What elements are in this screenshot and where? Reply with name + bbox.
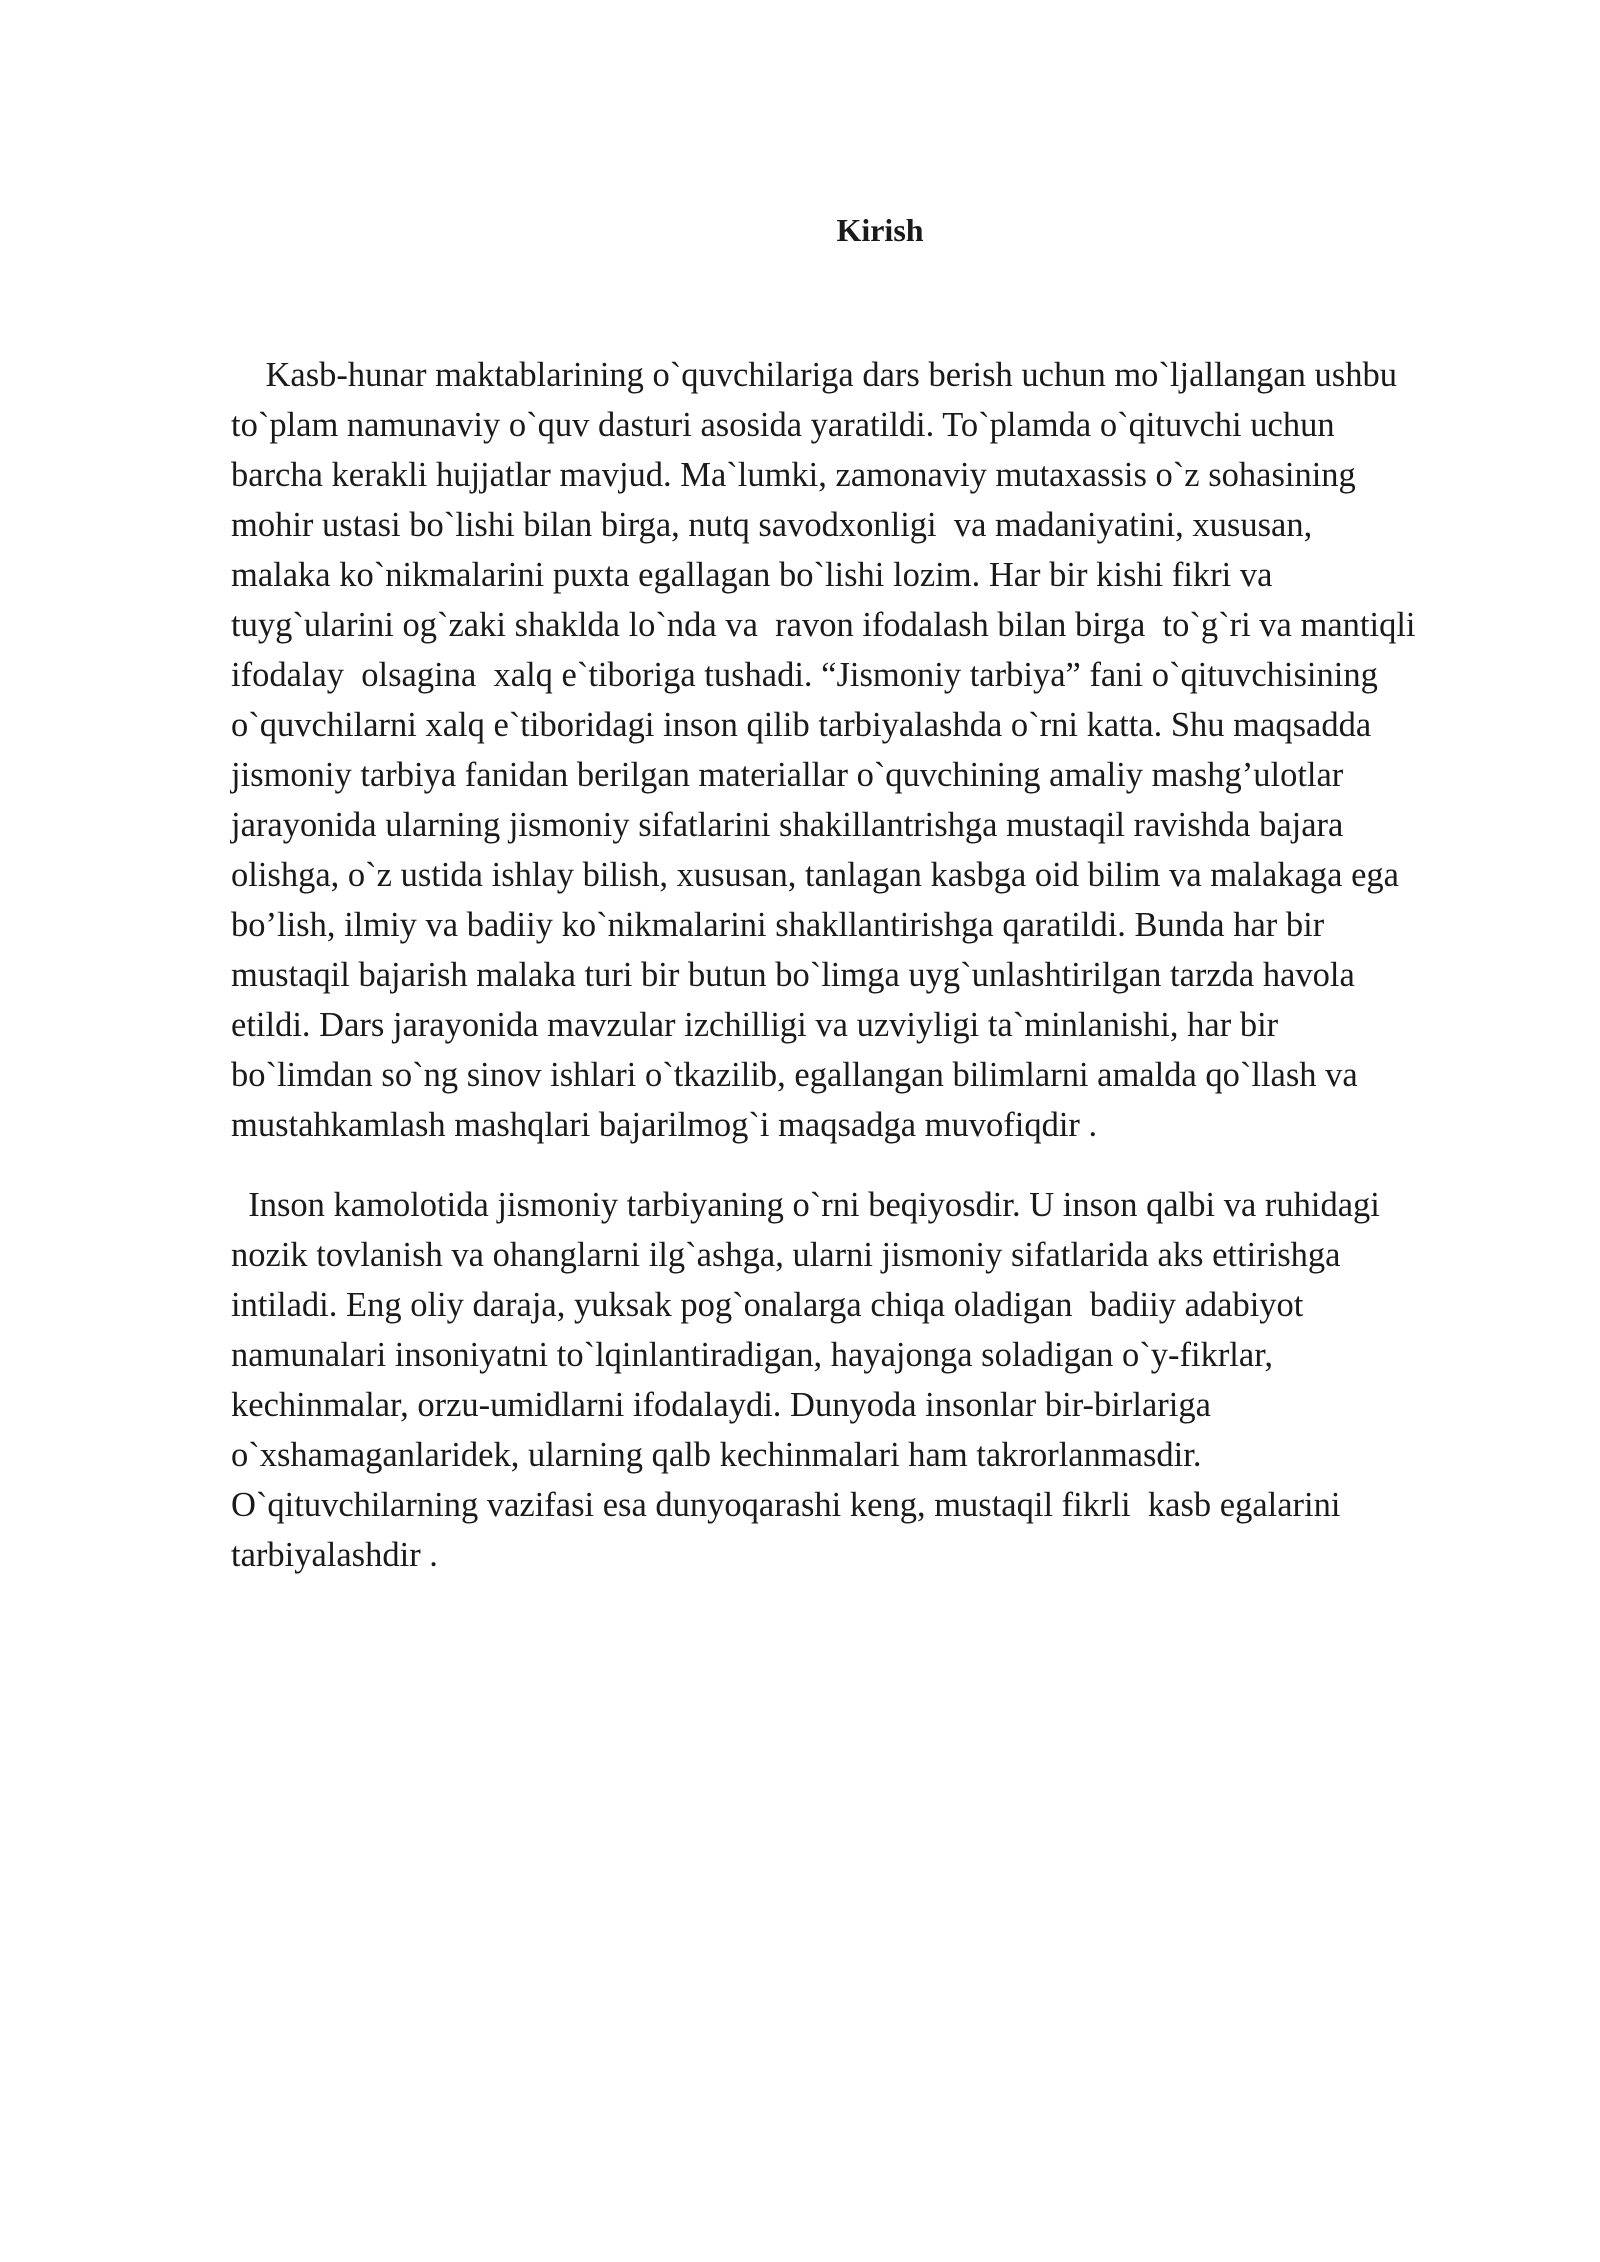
paragraph-line: mustahkamlash mashqlari bajarilmog`i maqsadga muvofiqdir .: [231, 1106, 1098, 1144]
paragraph-line: malaka ko`nikmalarini puxta egallagan bo`lishi lozim. Har bir kishi fikri va: [231, 556, 1273, 594]
paragraph-line: bo’lish, ilmiy va badiiy ko`nikmalarini shakllantirishga qaratildi. Bunda har bir: [231, 906, 1325, 944]
paragraph-line: Kasb-hunar maktablarining o`quvchilariga dars berish uchun mo`ljallangan ushbu: [231, 356, 1397, 394]
paragraph-line: intiladi. Eng oliy daraja, yuksak pog`onalarga chiqa oladigan badiiy adabiyot: [231, 1286, 1304, 1324]
paragraph-line: jarayonida ularning jismoniy sifatlarini shakillantrishga mustaqil ravishda bajara: [231, 806, 1344, 844]
paragraph-line: olishga, o`z ustida ishlay bilish, xususan, tanlagan kasbga oid bilim va malakaga ega: [231, 856, 1399, 894]
paragraph-line: mohir ustasi bo`lishi bilan birga, nutq savodxonligi va madaniyatini, xususan,: [231, 506, 1313, 544]
paragraph-line: o`quvchilarni xalq e`tiboridagi inson qilib tarbiyalashda o`rni katta. Shu maqsadda: [231, 706, 1372, 744]
paragraph-2: [231, 1180, 1531, 1580]
paragraph-line: mustaqil bajarish malaka turi bir butun bo`limga uyg`unlashtirilgan tarzda havola: [231, 956, 1355, 994]
paragraph-line: etildi. Dars jarayonida mavzular izchilligi va uzviyligi ta`minlanishi, har bir: [231, 1006, 1279, 1044]
paragraph-line: kechinmalar, orzu-umidlarni ifodalaydi. Dunyoda insonlar bir-birlariga: [231, 1386, 1211, 1424]
paragraph-line: tuyg`ularini og`zaki shaklda lo`nda va ravon ifodalash bilan birga to`g`ri va mantiqli: [231, 606, 1416, 644]
paragraph-line: barcha kerakli hujjatlar mavjud. Ma`lumki, zamonaviy mutaxassis o`z sohasining: [231, 456, 1356, 494]
paragraph-line: jismoniy tarbiya fanidan berilgan materiallar o`quvchining amaliy mashg’ulotlar: [231, 756, 1344, 794]
paragraph-line: nozik tovlanish va ohanglarni ilg`ashga, ularni jismoniy sifatlarida aks ettirishga: [231, 1236, 1341, 1274]
page-title: Kirish: [836, 212, 924, 248]
paragraph-line: ifodalay olsagina xalq e`tiboriga tushadi. “Jismoniy tarbiya” fani o`qituvchisining: [231, 656, 1378, 694]
paragraph-line: to`plam namunaviy o`quv dasturi asosida yaratildi. To`plamda o`qituvchi uchun: [231, 406, 1335, 444]
paragraph-line: O`qituvchilarning vazifasi esa dunyoqarashi keng, mustaqil fikrli kasb egalarini: [231, 1486, 1341, 1524]
paragraph-line: namunalari insoniyatni to`lqinlantiradigan, hayajonga soladigan o`y-fikrlar,: [231, 1336, 1273, 1374]
paragraph-line: bo`limdan so`ng sinov ishlari o`tkazilib, egallangan bilimlarni amalda qo`llash va: [231, 1056, 1358, 1094]
paragraph-1: [231, 350, 1531, 1150]
paragraph-line: o`xshamaganlaridek, ularning qalb kechinmalari ham takrorlanmasdir.: [231, 1436, 1202, 1474]
paragraph-line: Inson kamolotida jismoniy tarbiyaning o`rni beqiyosdir. U inson qalbi va ruhidagi: [231, 1186, 1380, 1224]
paragraph-line: tarbiyalashdir .: [231, 1536, 438, 1574]
